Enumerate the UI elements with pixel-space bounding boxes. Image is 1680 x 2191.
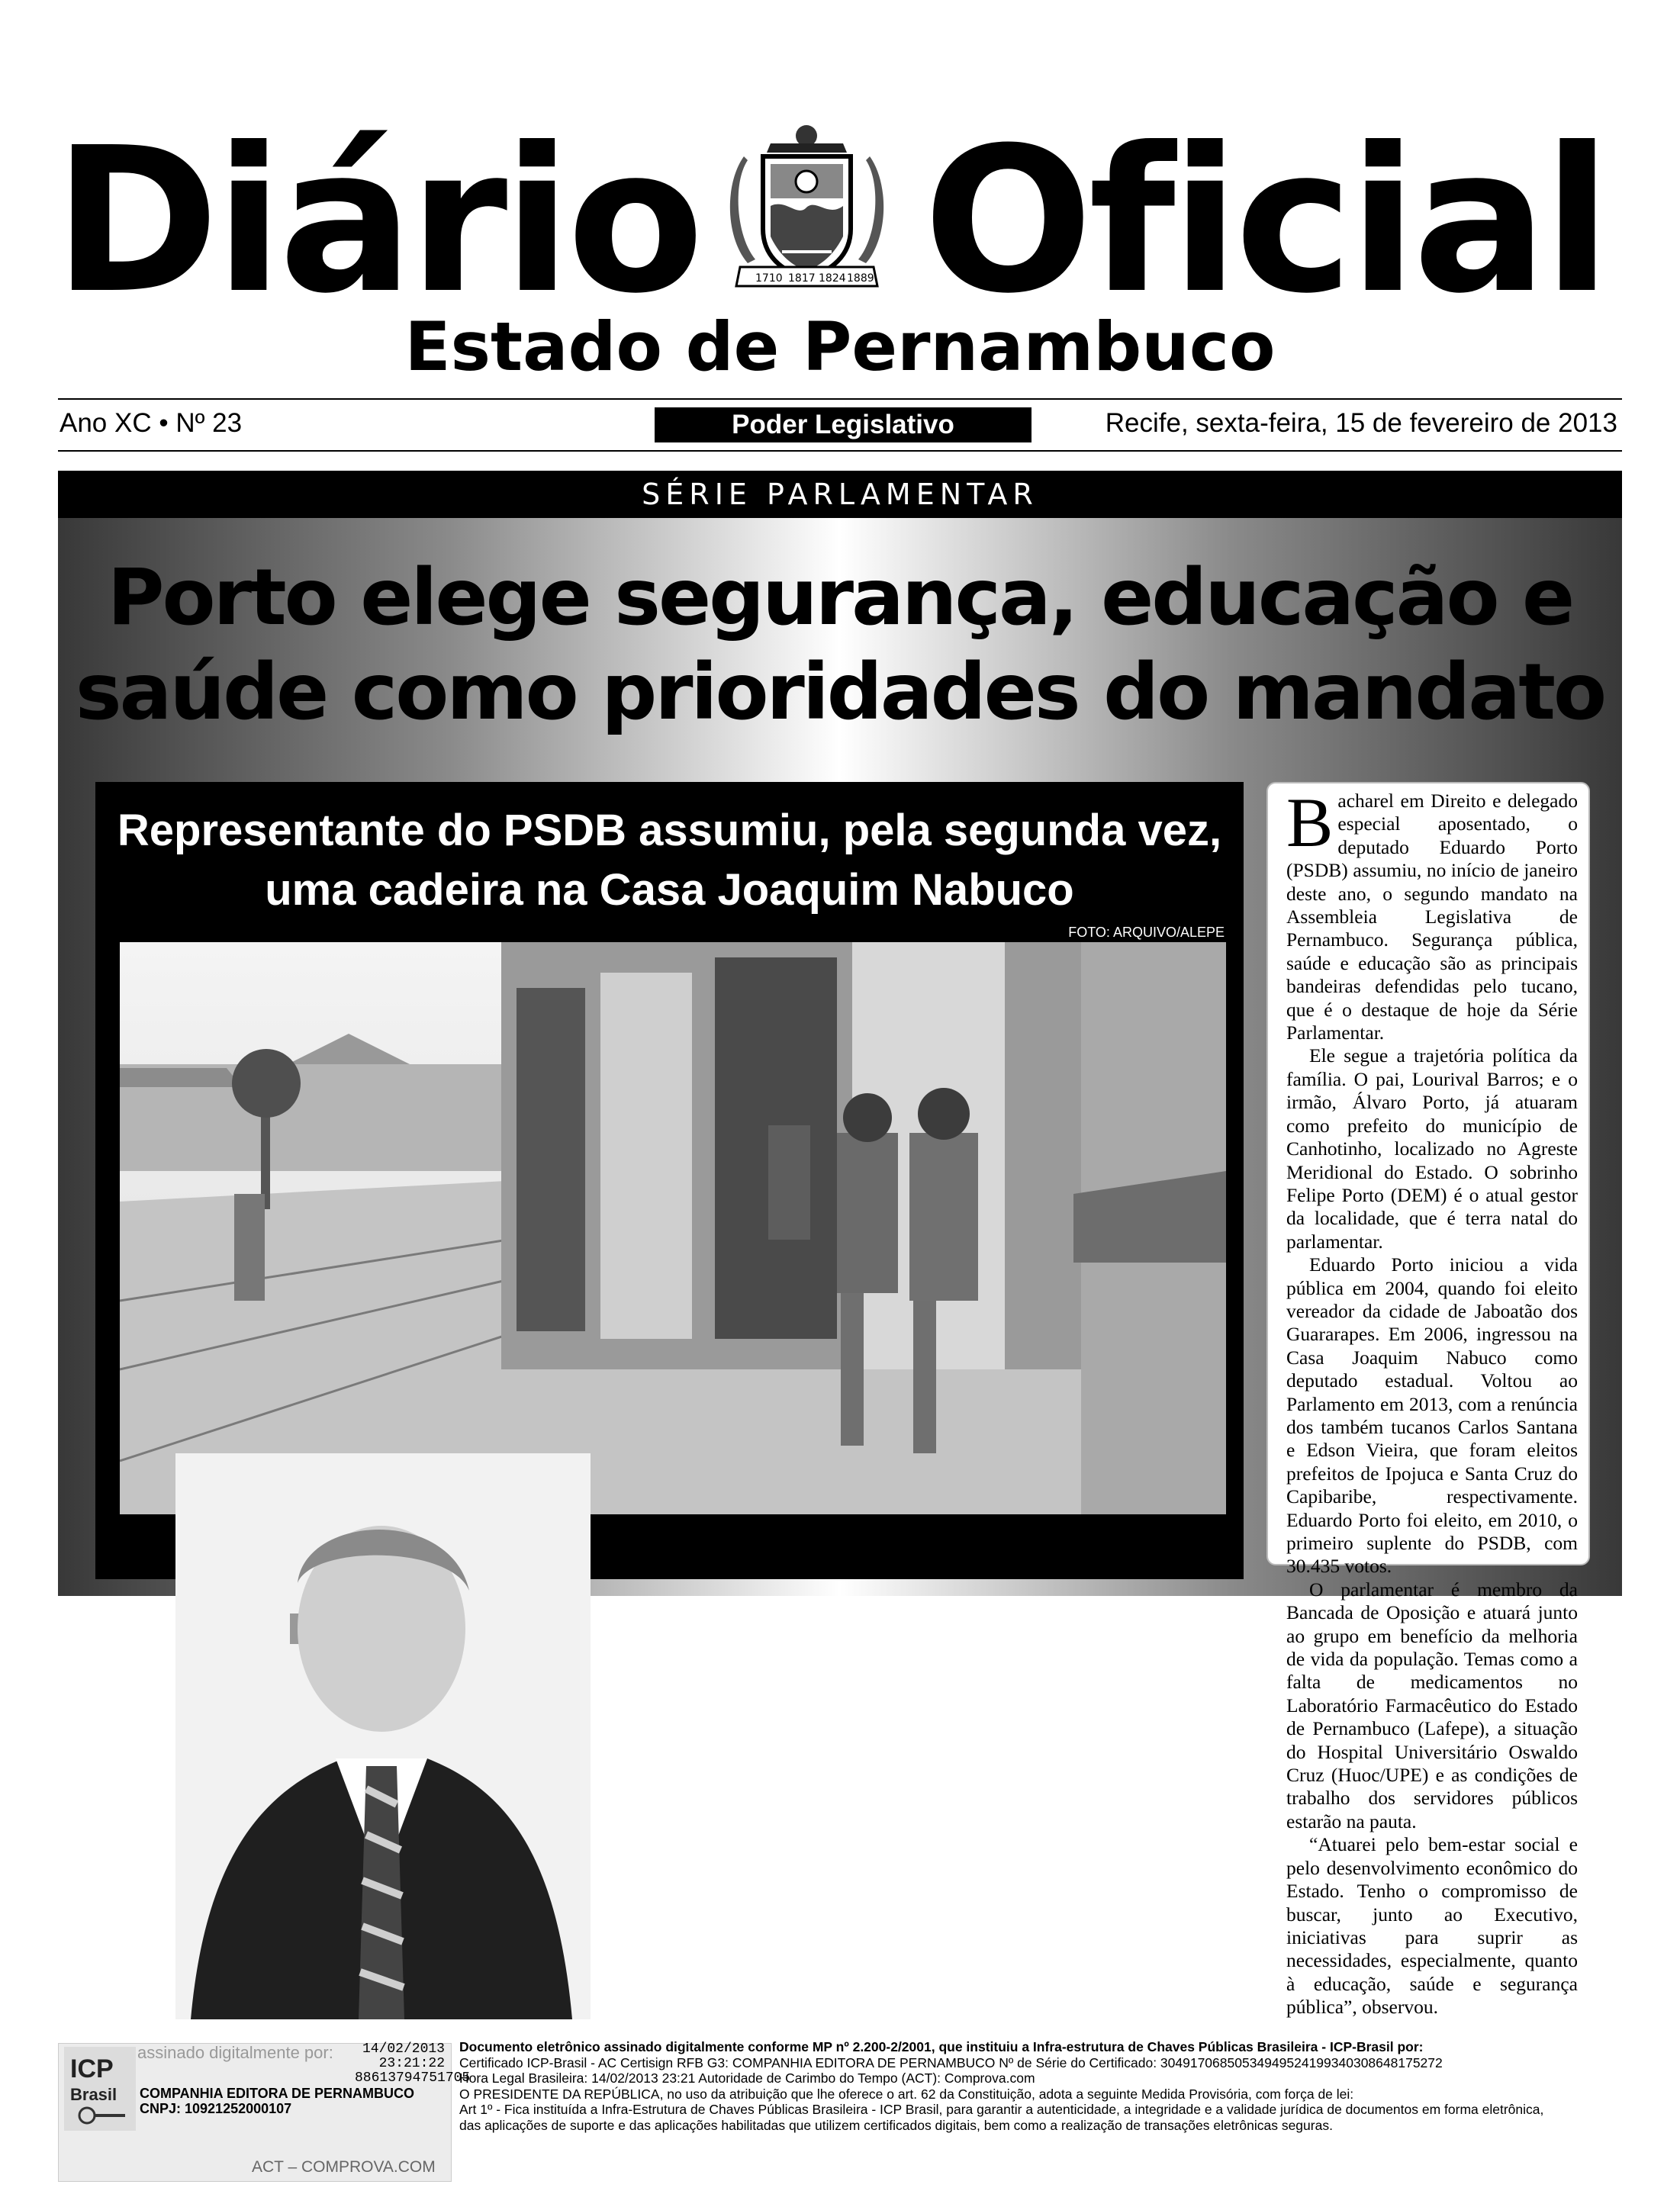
headline [58, 551, 1622, 740]
stamp-company [140, 2086, 414, 2116]
photo-credit-main: FOTO: ARQUIVO/ALEPE [1068, 925, 1225, 940]
headline-line-1: Porto elege segurança, educação e [107, 552, 1573, 643]
divider-bottom [58, 450, 1622, 452]
caption-body: - Natural de Canhotinho, deputado (ao lado) integra família de políticos. Após se formar em Direito e ser delegado especial, optou atuar em prol de segmentos que preocupam maior parte da população [609, 1733, 1193, 1839]
stamp-label: assinado digitalmente por: [137, 2043, 333, 2062]
photo-credit-portrait-text: FOTO: JOÃO BITA/ARQUIVO ALEPE [160, 1798, 175, 2016]
article-paragraph-2: Ele segue a trajetória política da família. O pai, Lourival Barros; e o irmão, Álvaro Porto, já atuaram como prefeito do município de Canhotinho, localizado no Agreste Meridional do Estado. O sobrinho Felipe Porto (DEM) é o atual gestor da localidade, que é terra natal do parlamentar. [1286, 1044, 1578, 1253]
signature-notice-line-3: O PRESIDENTE DA REPÚBLICA, no uso da atribuição que lhe oferece o art. 62 da Constituição, adota a seguinte Medida Provisória, com força de lei: [459, 2086, 1354, 2102]
stamp-date: 14/02/2013 [362, 2041, 445, 2057]
signature-notice-line-4: Art 1º - Fica instituída a Infra-Estrutura de Chaves Públicas Brasileira - ICP Brasil, para garantir a autenticidade, a integridade e a validade jurídica de documentos em forma eletrônica, [459, 2102, 1544, 2117]
subheadline: Representante do PSDB assumiu, pela segunda vez, uma cadeira na Casa Joaquim Nabuco [117, 806, 1222, 915]
icp-brasil-logo-icon [64, 2047, 136, 2131]
article-body [1286, 783, 1578, 2019]
series-banner: SÉRIE PARLAMENTAR [58, 471, 1622, 518]
icp-logo-line2: Brasil [70, 2085, 117, 2104]
arms-year-1: 1710 [755, 272, 783, 285]
street-photo [120, 942, 1226, 1514]
stamp-company-name: COMPANHIA EDITORA DE PERNAMBUCO [140, 2086, 415, 2101]
article-paragraph-4: O parlamentar é membro da Bancada de Oposição e atuará junto ao grupo em benefício da melhoria de vida da população. Temas como a falta de medicamentos no Laboratório Farmacêutico do Estado de Pernambuco (Lafepe), a situação do Hospital Universitário Oswaldo Cruz (Huoc/UPE) e as condições de trabalho dos servidores públicos estarão na pauta. [1286, 1578, 1578, 1832]
edition-number: Ano XC • Nº 23 [60, 408, 243, 438]
place-date: Recife, sexta-feira, 15 de fevereiro de 2013 [1105, 408, 1617, 438]
portrait-photo [175, 1453, 591, 2019]
stamp-footer: ACT – COMPROVA.COM [252, 2158, 436, 2176]
signature-notice-line-1: Certificado ICP-Brasil - AC Certisign RFB G3: COMPANHIA EDITORA DE PERNAMBUCO Nº de Série do Certificado: 304917068505349495241993403086481752​72 [459, 2054, 1443, 2070]
signature-notice [459, 2039, 1634, 2133]
dropcap: B [1286, 783, 1334, 861]
masthead-title-left: Diário [53, 105, 700, 337]
signature-notice-line-5: das aplicações de suporte e das aplicações habilitadas que utilizem certificados digitais, bem como a realização de transações eletrônicas seguras. [459, 2117, 1333, 2133]
masthead-subtitle: Estado de Pernambuco [404, 307, 1276, 386]
signature-notice-line-2: Hora Legal Brasileira: 14/02/2013 23:21 Autoridade de Carimbo do Tempo (ACT): Comprova.com [459, 2070, 1035, 2086]
headline-line-2: saúde como prioridades do mandato [75, 647, 1605, 738]
section-label: Poder Legislativo [655, 407, 1031, 442]
photo-caption [609, 1724, 1212, 1848]
article-paragraph-3: Eduardo Porto iniciou a vida pública em 2004, quando foi eleito vereador da cidade de Jaboatão dos Guararapes. Em 2006, ingressou na Casa Joaquim Nabuco como deputado estadual. Voltou ao Parlamento em 2013, com a renúncia dos também tucanos Carlos Santana e Edson Vieira, que foram eleitos prefeitos de Ipojuca e Santa Cruz do Capibaribe, respectivamente. Eduardo Porto foi eleito, em 2010, o primeiro suplente do PSDB, com 30.435 votos. [1286, 1253, 1578, 1578]
caption-lead: SOCIAL [609, 1733, 688, 1756]
arms-year-4: 1889 [847, 272, 874, 285]
coat-of-arms-icon [725, 122, 889, 305]
article-paragraph-1 [1286, 783, 1578, 1044]
stamp-cnpj: CNPJ: 10921252000107 [140, 2101, 292, 2116]
icp-logo-line1: ICP [70, 2054, 114, 2083]
arms-year-2: 1817 [788, 272, 816, 285]
masthead-title-right: Oficial [923, 105, 1608, 337]
arms-year-3: 1824 [819, 272, 846, 285]
stamp-serial: 88613794751705 [355, 2070, 471, 2086]
article-paragraph-1-text: acharel em Direito e delegado especial aposentado, o deputado Eduardo Porto (PSDB) assumiu, no início de janeiro deste ano, o segundo mandato na Assembleia Legislativa de Pernambuco. Segurança pública, saúde e educação são as principais bandeiras defendidas pelo tucano, que é o destaque de hoje da Série Parlamentar. [1286, 790, 1578, 1044]
stamp-time: 23:21:22 [378, 2056, 445, 2071]
article-paragraph-5: “Atuarei pelo bem-estar social e pelo desenvolvimento econômico do Estado. Tenho o compromisso de buscar, junto ao Executivo, iniciativas para suprir as necessidades, especialmente, quanto à educação, saúde e segurança pública”, observou. [1286, 1833, 1578, 2019]
divider-top [58, 398, 1622, 400]
stamp-datetime [355, 2041, 471, 2086]
photo-credit-portrait [159, 1734, 175, 2016]
signature-notice-title: Documento eletrônico assinado digitalmente conforme MP nº 2.200-2/2001, que instituiu a Infra-estrutura de Chaves Públicas Brasileira - ICP-Brasil por: [459, 2039, 1424, 2054]
